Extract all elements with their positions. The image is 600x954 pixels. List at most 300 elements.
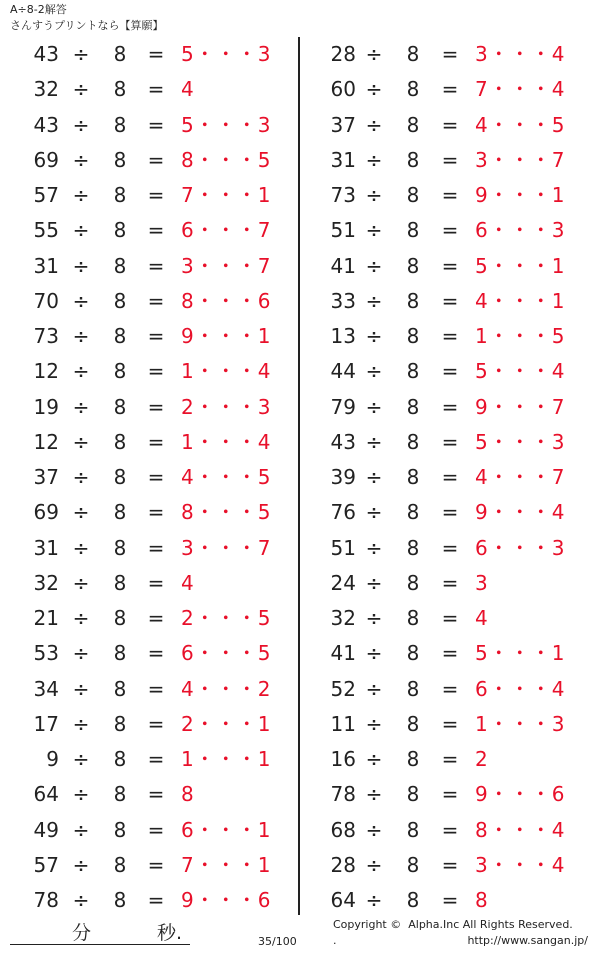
dividend: 33 [330,288,356,313]
divide-sign: ÷ [72,147,90,172]
dividend: 41 [330,253,356,278]
equals-sign: = [441,42,459,66]
equals-sign: = [147,535,165,560]
dividend: 34 [33,676,59,701]
divide-sign: ÷ [365,288,383,313]
answer: 7・・・1 [181,183,272,207]
left-problem-row [0,495,290,530]
answer: 3 [475,570,489,595]
left-problem-row [0,672,290,707]
dividend: 31 [33,253,59,278]
left-problem-row [0,143,290,178]
answer: 9・・・7 [475,394,566,419]
divide-sign: ÷ [365,676,383,701]
right-problem-row [300,848,590,883]
divisor: 8 [406,324,420,348]
divisor: 8 [113,676,127,701]
equals-sign: = [147,288,165,313]
divisor: 8 [113,570,127,595]
equals-sign: = [441,606,459,630]
divide-sign: ÷ [365,394,383,419]
answer: 9・・・1 [475,183,566,207]
divide-sign: ÷ [72,570,90,595]
equals-sign: = [147,42,165,66]
dividend: 51 [330,535,356,560]
equals-sign: = [441,465,459,489]
right-problem-row [300,672,590,707]
answer: 7・・・4 [475,77,566,102]
equals-sign: = [441,218,459,243]
equals-sign: = [147,641,165,666]
divide-sign: ÷ [365,42,383,66]
divisor: 8 [113,465,127,489]
answer: 5・・・3 [475,429,566,454]
divisor: 8 [113,183,127,207]
dividend: 31 [33,535,59,560]
dividend: 69 [33,147,59,172]
equals-sign: = [147,394,165,419]
divide-sign: ÷ [365,77,383,102]
divide-sign: ÷ [365,747,383,771]
site-url: http://www.sangan.jp/ [467,934,588,947]
divide-sign: ÷ [365,782,383,807]
right-problem-row [300,636,590,671]
dividend: 69 [33,500,59,525]
answer: 8 [181,782,195,807]
left-problem-row [0,531,290,566]
answer: 1・・・5 [475,324,566,348]
divisor: 8 [406,253,420,278]
dividend: 78 [33,888,59,912]
right-problem-row [300,601,590,636]
equals-sign: = [441,711,459,736]
worksheet-subtitle: さんすうプリントなら【算願】 [10,19,164,32]
answer: 6・・・1 [181,817,272,842]
divisor: 8 [406,570,420,595]
divide-sign: ÷ [72,641,90,666]
equals-sign: = [441,676,459,701]
equals-sign: = [441,570,459,595]
divisor: 8 [113,535,127,560]
dividend: 64 [330,888,356,912]
left-problem-row [0,319,290,354]
right-problem-row [300,707,590,742]
left-problem-row [0,707,290,742]
answer: 9・・・6 [475,782,566,807]
equals-sign: = [147,852,165,877]
divisor: 8 [113,747,127,771]
right-problem-row [300,178,590,213]
dividend: 9 [46,747,59,771]
equals-sign: = [147,183,165,207]
dividend: 64 [33,782,59,807]
left-problem-row [0,460,290,495]
equals-sign: = [147,606,165,630]
right-problem-row [300,390,590,425]
equals-sign: = [147,500,165,525]
divide-sign: ÷ [365,500,383,525]
equals-sign: = [441,782,459,807]
left-problem-row [0,213,290,248]
left-problem-row [0,777,290,812]
dividend: 51 [330,218,356,243]
answer: 4・・・1 [475,288,566,313]
divide-sign: ÷ [72,324,90,348]
dividend: 68 [330,817,356,842]
dividend: 57 [33,183,59,207]
answer: 8・・・6 [181,288,272,313]
answer: 3・・・4 [475,852,566,877]
dividend: 73 [33,324,59,348]
equals-sign: = [147,888,165,912]
left-problem-row [0,37,290,72]
divide-sign: ÷ [72,500,90,525]
answer: 4・・・7 [475,465,566,489]
equals-sign: = [147,782,165,807]
divide-sign: ÷ [72,359,90,384]
answer: 3・・・4 [475,42,566,66]
divide-sign: ÷ [365,888,383,912]
equals-sign: = [441,641,459,666]
divide-sign: ÷ [365,535,383,560]
dividend: 49 [33,817,59,842]
equals-sign: = [147,324,165,348]
divide-sign: ÷ [365,711,383,736]
equals-sign: = [147,429,165,454]
answer: 7・・・1 [181,852,272,877]
divide-sign: ÷ [72,394,90,419]
answer: 3・・・7 [181,253,272,278]
answer: 6・・・3 [475,218,566,243]
divisor: 8 [406,500,420,525]
right-problem-row [300,495,590,530]
right-problem-row [300,531,590,566]
divide-sign: ÷ [365,218,383,243]
answer: 3・・・7 [475,147,566,172]
divide-sign: ÷ [72,429,90,454]
answer: 8・・・4 [475,817,566,842]
seconds-label: 秒. [157,922,183,944]
right-problem-row [300,883,590,918]
left-problem-row [0,72,290,107]
answer: 1・・・4 [181,359,272,384]
divide-sign: ÷ [72,852,90,877]
answer: 2・・・3 [181,394,272,419]
divisor: 8 [406,888,420,912]
left-problem-row [0,848,290,883]
divisor: 8 [113,359,127,384]
dividend: 53 [33,641,59,666]
left-problem-row [0,566,290,601]
footer-dot: . [333,934,337,947]
dividend: 44 [330,359,356,384]
answer: 2・・・1 [181,711,272,736]
minutes-label: 分 [72,922,92,944]
answer: 6・・・3 [475,535,566,560]
right-problem-row [300,319,590,354]
answer: 5・・・1 [475,253,566,278]
equals-sign: = [147,817,165,842]
divide-sign: ÷ [365,641,383,666]
left-problem-row [0,284,290,319]
answer: 8・・・5 [181,500,272,525]
answer: 2 [475,747,489,771]
left-problem-row [0,425,290,460]
dividend: 39 [330,465,356,489]
divide-sign: ÷ [72,676,90,701]
divisor: 8 [406,641,420,666]
equals-sign: = [441,183,459,207]
equals-sign: = [441,888,459,912]
dividend: 60 [330,77,356,102]
dividend: 28 [330,852,356,877]
dividend: 79 [330,394,356,419]
divisor: 8 [406,711,420,736]
equals-sign: = [147,112,165,137]
divide-sign: ÷ [365,253,383,278]
equals-sign: = [147,570,165,595]
divisor: 8 [113,288,127,313]
answer: 4 [475,606,489,630]
answer: 9・・・1 [181,324,272,348]
divisor: 8 [406,852,420,877]
left-problem-row [0,354,290,389]
divide-sign: ÷ [72,183,90,207]
dividend: 11 [330,711,356,736]
equals-sign: = [441,394,459,419]
divisor: 8 [113,500,127,525]
divide-sign: ÷ [365,429,383,454]
answer: 9・・・4 [475,500,566,525]
divisor: 8 [113,606,127,630]
divisor: 8 [113,852,127,877]
divide-sign: ÷ [72,817,90,842]
left-problem-column [0,37,290,918]
divide-sign: ÷ [72,711,90,736]
right-problem-row [300,460,590,495]
divide-sign: ÷ [365,112,383,137]
worksheet-title: A÷8-2解答 [10,3,67,16]
equals-sign: = [441,324,459,348]
answer: 2・・・5 [181,606,272,630]
divisor: 8 [406,747,420,771]
right-problem-row [300,108,590,143]
divisor: 8 [113,42,127,66]
divisor: 8 [113,112,127,137]
divide-sign: ÷ [365,147,383,172]
dividend: 37 [33,465,59,489]
divide-sign: ÷ [365,324,383,348]
right-problem-row [300,566,590,601]
equals-sign: = [441,535,459,560]
answer: 8・・・5 [181,147,272,172]
divisor: 8 [113,782,127,807]
dividend: 55 [33,218,59,243]
equals-sign: = [441,253,459,278]
divide-sign: ÷ [72,253,90,278]
divide-sign: ÷ [72,606,90,630]
dividend: 70 [33,288,59,313]
divisor: 8 [113,147,127,172]
divide-sign: ÷ [365,570,383,595]
answer: 4 [181,570,195,595]
answer: 5・・・1 [475,641,566,666]
dividend: 57 [33,852,59,877]
right-problem-row [300,249,590,284]
answer: 4・・・2 [181,676,272,701]
right-problem-row [300,425,590,460]
answer: 9・・・6 [181,888,272,912]
divisor: 8 [406,112,420,137]
equals-sign: = [441,852,459,877]
divisor: 8 [406,782,420,807]
left-problem-row [0,108,290,143]
dividend: 12 [33,429,59,454]
equals-sign: = [147,77,165,102]
answer: 4・・・5 [181,465,272,489]
divide-sign: ÷ [365,606,383,630]
divide-sign: ÷ [72,888,90,912]
answer: 8 [475,888,489,912]
equals-sign: = [147,465,165,489]
equals-sign: = [441,359,459,384]
right-problem-row [300,143,590,178]
divisor: 8 [406,147,420,172]
dividend: 16 [330,747,356,771]
divisor: 8 [406,42,420,66]
divisor: 8 [406,359,420,384]
equals-sign: = [147,359,165,384]
right-problem-column [300,37,590,918]
dividend: 76 [330,500,356,525]
divisor: 8 [406,606,420,630]
divisor: 8 [113,711,127,736]
answer: 6・・・7 [181,218,272,243]
dividend: 19 [33,394,59,419]
page-number: 35/100 [258,935,297,948]
divisor: 8 [406,535,420,560]
divide-sign: ÷ [72,218,90,243]
dividend: 32 [33,570,59,595]
divisor: 8 [113,324,127,348]
dividend: 13 [330,324,356,348]
dividend: 31 [330,147,356,172]
copyright-text: Copyright © Alpha.Inc All Rights Reserved. [333,918,573,931]
answer: 1・・・4 [181,429,272,454]
answer: 1・・・3 [475,711,566,736]
answer: 4・・・5 [475,112,566,137]
divisor: 8 [113,641,127,666]
dividend: 32 [33,77,59,102]
answer: 1・・・1 [181,747,272,771]
dividend: 43 [33,42,59,66]
divide-sign: ÷ [365,817,383,842]
equals-sign: = [441,747,459,771]
divide-sign: ÷ [72,782,90,807]
answer: 6・・・5 [181,641,272,666]
divide-sign: ÷ [365,359,383,384]
divisor: 8 [406,394,420,419]
dividend: 37 [330,112,356,137]
divisor: 8 [406,288,420,313]
divide-sign: ÷ [365,852,383,877]
left-problem-row [0,883,290,918]
right-problem-row [300,72,590,107]
left-problem-row [0,390,290,425]
right-problem-row [300,777,590,812]
divide-sign: ÷ [72,465,90,489]
right-problem-row [300,284,590,319]
divisor: 8 [406,183,420,207]
left-problem-row [0,178,290,213]
left-problem-row [0,249,290,284]
divisor: 8 [113,888,127,912]
equals-sign: = [441,288,459,313]
divide-sign: ÷ [72,288,90,313]
dividend: 17 [33,711,59,736]
answer: 5・・・3 [181,42,272,66]
dividend: 28 [330,42,356,66]
equals-sign: = [147,747,165,771]
dividend: 24 [330,570,356,595]
divide-sign: ÷ [72,112,90,137]
equals-sign: = [441,112,459,137]
dividend: 43 [330,429,356,454]
divisor: 8 [406,77,420,102]
right-problem-row [300,354,590,389]
left-problem-row [0,742,290,777]
equals-sign: = [441,500,459,525]
equals-sign: = [147,147,165,172]
left-problem-row [0,636,290,671]
dividend: 43 [33,112,59,137]
divisor: 8 [113,817,127,842]
equals-sign: = [147,218,165,243]
left-problem-row [0,813,290,848]
dividend: 41 [330,641,356,666]
dividend: 78 [330,782,356,807]
equals-sign: = [441,817,459,842]
right-problem-row [300,37,590,72]
left-problem-row [0,601,290,636]
divisor: 8 [406,429,420,454]
divide-sign: ÷ [72,77,90,102]
divide-sign: ÷ [72,42,90,66]
divisor: 8 [406,817,420,842]
equals-sign: = [147,253,165,278]
divisor: 8 [406,676,420,701]
divide-sign: ÷ [365,465,383,489]
dividend: 32 [330,606,356,630]
divisor: 8 [406,218,420,243]
divisor: 8 [113,429,127,454]
dividend: 73 [330,183,356,207]
equals-sign: = [147,676,165,701]
answer: 4 [181,77,195,102]
right-problem-row [300,213,590,248]
divisor: 8 [113,218,127,243]
divisor: 8 [113,77,127,102]
equals-sign: = [441,429,459,454]
divisor: 8 [113,253,127,278]
right-problem-row [300,813,590,848]
equals-sign: = [441,147,459,172]
divide-sign: ÷ [72,747,90,771]
divide-sign: ÷ [72,535,90,560]
right-problem-row [300,742,590,777]
divide-sign: ÷ [365,183,383,207]
answer: 5・・・3 [181,112,272,137]
